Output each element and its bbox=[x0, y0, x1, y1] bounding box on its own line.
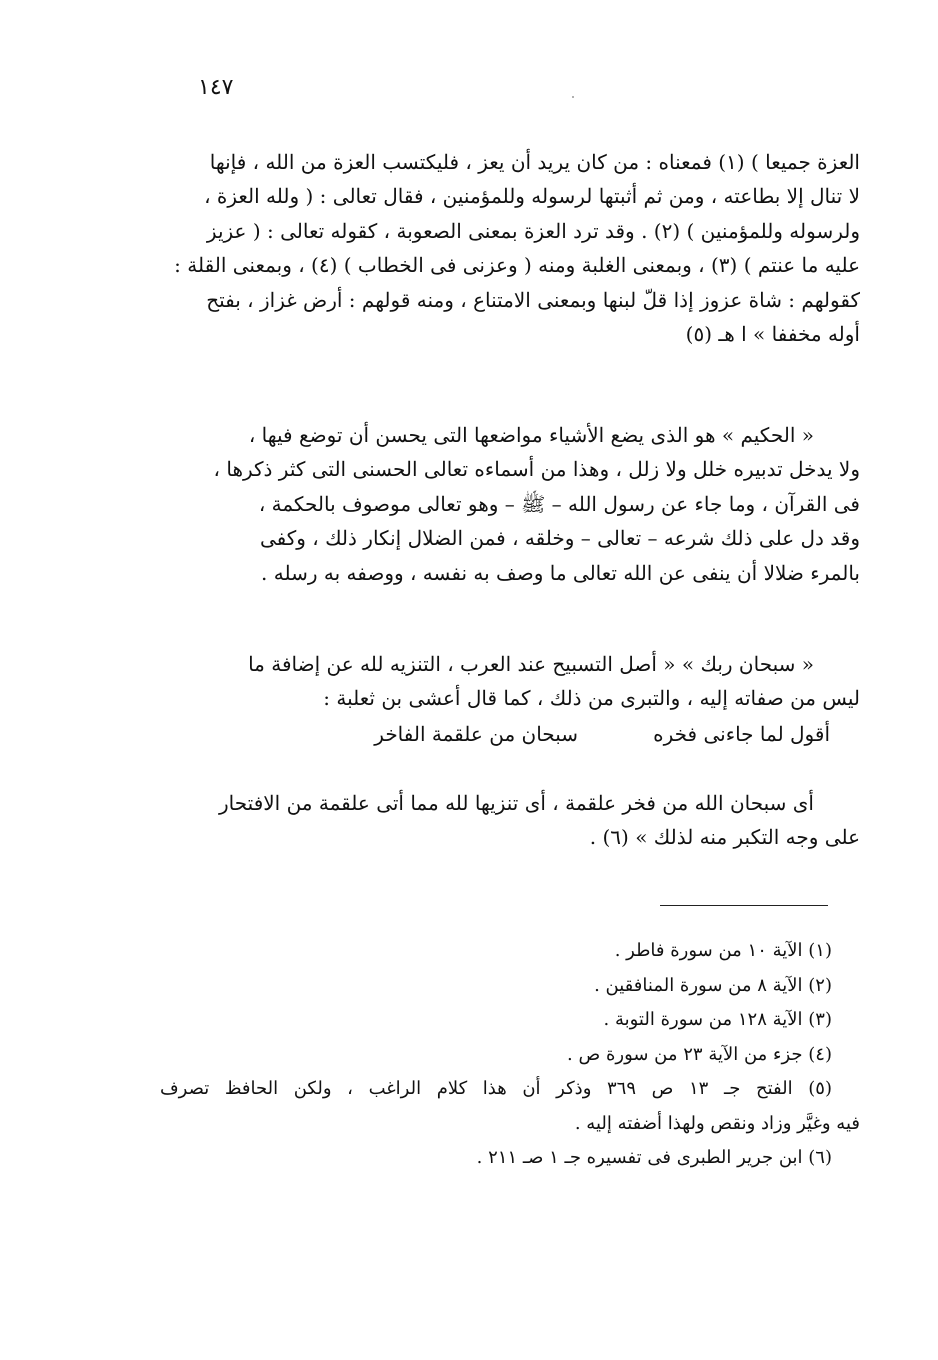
footnote-continuation: فيه وغيَّر وزاد ونقص ولهذا أضفته إليه . bbox=[574, 1112, 860, 1134]
footnote: (٦) ابن جرير الطبرى فى تفسيره جـ ١ صـ ٢١١ . bbox=[476, 1147, 832, 1168]
text-line: على وجه التكبر منه لذلك » (٦) . bbox=[589, 825, 860, 850]
text-line: العزة جميعا ) (١) فمعناه : من كان يريد أن يعز ، فليكتسب العزة من الله ، فإنها bbox=[209, 150, 860, 174]
verse-second-hemistich: سبحان من علقمة الفاخر bbox=[374, 722, 578, 746]
text-line: أوله مخففا » ا هـ (٥) bbox=[685, 322, 860, 347]
text-line: أى سبحان الله من فخر علقمة ، أى تنزيها لله مما أتى علقمة من الافتحار bbox=[219, 791, 814, 815]
paragraph-1 bbox=[160, 145, 860, 351]
text-line: « الحكيم » هو الذى يضع الأشياء مواضعها التى يحسن أن توضع فيها ، bbox=[248, 423, 814, 447]
footnote: (٣) الآية ١٢٨ من سورة التوبة . bbox=[603, 1009, 832, 1030]
stray-ink-mark bbox=[572, 96, 574, 98]
text-line: وقد دل على ذلك شرعه – تعالى – وخلقه ، فمن الضلال إنكار ذلك ، وكفى bbox=[259, 526, 860, 551]
verse-first-hemistich: أقول لما جاءنى فخره bbox=[653, 722, 830, 746]
text-line: ولا يدخل تدبيره خلل ولا زلل ، وهذا من أسماءه تعالى الحسنى التى كثر ذكرها ، bbox=[213, 457, 860, 482]
text-line: عليه ما عنتم ) (٣) ، وبمعنى الغلبة ومنه ( وعزنى فى الخطاب ) (٤) ، وبمعنى القلة : bbox=[174, 253, 860, 278]
footnote: (٤) جزء من الآية ٢٣ من سورة ص . bbox=[567, 1043, 832, 1065]
footnote: (٢) الآية ٨ من سورة المنافقين . bbox=[594, 974, 832, 996]
text-line: ليس من صفاته إليه ، والتبرى من ذلك ، كما قال أعشى بن ثعلبة : bbox=[323, 686, 860, 711]
footnote-divider bbox=[660, 905, 828, 906]
text-line: لا تنال إلا بطاعته ، ومن ثم أثبتها لرسوله وللمؤمنين ، فقال تعالى : ( ولله العزة ، bbox=[204, 184, 860, 209]
text-line: ولرسوله وللمؤمنين ) (٢) . وقد ترد العزة بمعنى الصعوبة ، كقوله تعالى : ( عزيز bbox=[206, 218, 860, 243]
text-line: فى القرآن ، وما جاء عن رسول الله – ﷺ – وهو تعالى موصوف بالحكمة ، bbox=[258, 491, 860, 516]
page-number: ١٤٧ bbox=[198, 75, 234, 100]
text-line: كقولهم : شاة عزوز إذا قلّ لبنها وبمعنى الامتناع ، ومنه قولهم : أرض غزاز ، بفتح bbox=[206, 287, 860, 312]
paragraph-3 bbox=[160, 647, 860, 716]
footnotes bbox=[160, 934, 860, 1176]
footnote: (١) الآية ١٠ من سورة فاطر . bbox=[614, 940, 832, 961]
poetry-verse bbox=[300, 717, 830, 751]
text-line: بالمرء ضلالا أن ينفى عن الله تعالى ما وصف به نفسه ، ووصفه به رسله . bbox=[261, 560, 860, 585]
text-line: « سبحان ربك » « أصل التسبيح عند العرب ، التنزيه لله عن إضافة ما bbox=[248, 652, 814, 676]
paragraph-4 bbox=[160, 786, 860, 855]
paragraph-2 bbox=[160, 418, 860, 590]
footnote: (٥) الفتح جـ ١٣ ص ٣٦٩ وذكر أن هذا كلام الراغب ، ولكن الحافظ تصرف bbox=[160, 1078, 832, 1099]
